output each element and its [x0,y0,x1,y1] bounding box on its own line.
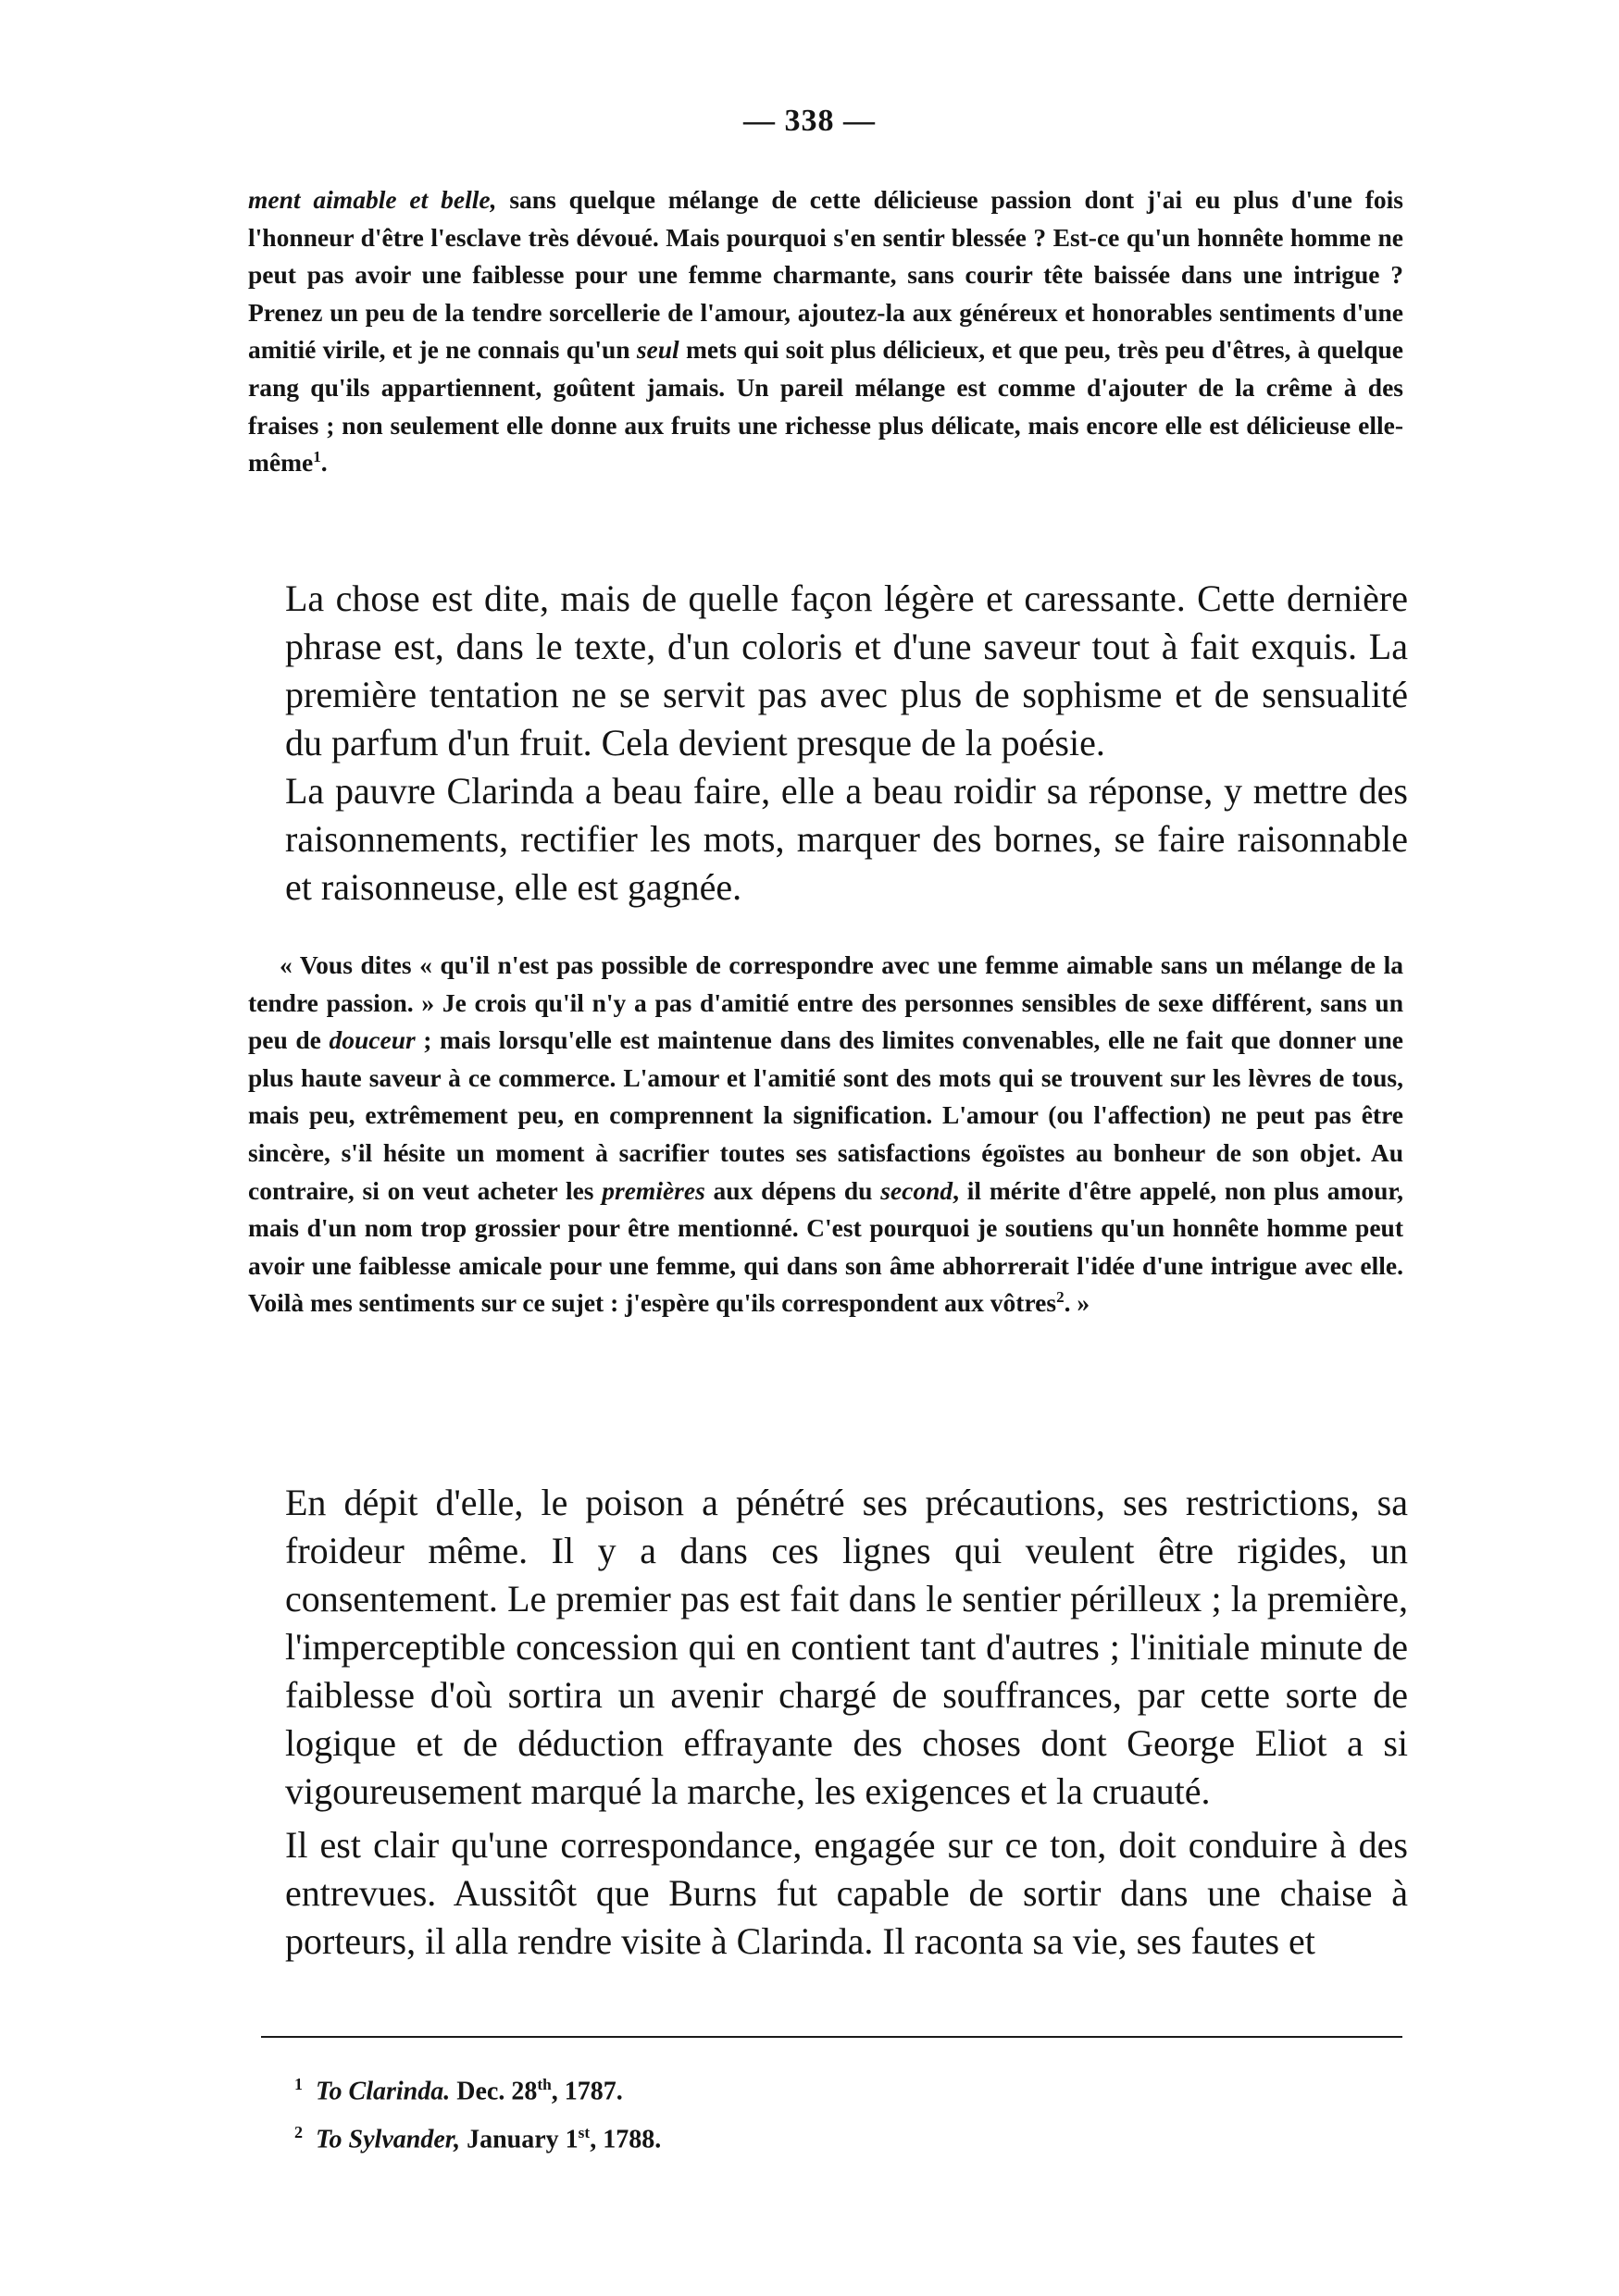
page-number: — 338 — [743,104,876,138]
italic-text: seul [636,335,679,365]
footnotes [294,2064,1127,2161]
footnote-text: January 1 [460,2125,579,2154]
footnote-2 [294,2112,1127,2160]
body-paragraph [285,1479,1408,1816]
italic-text: douceur [329,1025,416,1055]
body-text: La chose est dite, mais de quelle façon légère et caressante. Cette dernière phrase est, dans le texte, d'un coloris et d'une saveur tout à fait exquis. La première tentation ne se servit pas avec plus de sophisme et de sensualité du parfum d'un fruit. Cela devient presque de la poésie. [285,577,1408,763]
quotation-text: , il mérite d'être appelé, non plus amour, mais d'un nom trop grossier pour être mentionné. C'est pourquoi je soutiens qu'un honnête homme peut avoir une faiblesse amicale pour une femme, qui dans son âme abhorrerait l'idée d'une intrigue avec elle. Voilà mes sentiments sur ce sujet : j'espère qu'ils correspondent aux vôtres [248,1175,1403,1318]
body-paragraph [285,1821,1408,1966]
footnote-title: To Clarinda. [316,2077,451,2106]
quotation-text: . [320,448,328,478]
footnote-reference: 1 [313,448,321,465]
body-paragraph [285,767,1408,912]
body-text: La pauvre Clarinda a beau faire, elle a beau roidir sa réponse, y mettre des raisonnements, rectifier les mots, marquer des bornes, se faire raisonnable et raisonneuse, elle est gagnée. [285,770,1408,908]
quotation-text: sans quelque mélange de cette délicieuse passion dont j'ai eu plus d'une fois l'honneur d'être l'esclave très dévoué. Mais pourquoi s'en sentir blessée ? Est-ce qu'un honnête homme ne peut pas avoir une faiblesse pour une femme charmante, sans courir tête baissée dans une intrigue ? Prenez un peu de la tendre sorcellerie de l'amour, ajoutez-la aux généreux et honorables sentiments d'une amitié virile, et je ne connais qu'un [248,185,1404,365]
quotation-text: aux dépens du [704,1175,881,1205]
footnote-text: , 1788. [590,2125,662,2154]
footnote-text: , 1787. [551,2077,623,2106]
footnote-ordinal: st [578,2124,591,2142]
footnote-ordinal: th [537,2076,552,2093]
footnote-divider [261,2036,1402,2038]
footnote-text: Dec. 28 [450,2077,538,2106]
footnote-mark: 1 [294,2075,303,2093]
quotation-text: ; mais lorsqu'elle est maintenue dans des limites convenables, elle ne fait que donner une plus haute saveur à ce commerce. L'amour et l'amitié sont des mots qui se trouvent sur les lèvres de tous, mais peu, extrêmement peu, en comprennent la signification. L'amour (ou l'affection) ne peut pas être sincère, s'il hésite un moment à sacrifier toutes ses satisfactions égoïstes au bonheur de son objet. Au contraire, si on veut acheter les [248,1025,1403,1205]
quotation-letter-clarinda [248,947,1403,1322]
italic-text: ment aimable et belle, [248,185,497,214]
italic-text: premières [602,1175,705,1205]
body-text-section [285,575,1408,912]
footnote-title: To Sylvander, [316,2125,461,2154]
quotation-paragraph [248,947,1403,1322]
footnote-1 [294,2064,1127,2112]
footnote-reference: 2 [1056,1288,1065,1307]
body-text: Il est clair qu'une correspondance, engagée sur ce ton, doit conduire à des entrevues. Aussitôt que Burns fut capable de sortir dans une chaise à porteurs, il alla rendre visite à Clarinda. Il raconta sa vie, ses fautes et [285,1824,1408,1962]
body-text-section [285,1821,1408,1966]
quotation-paragraph [248,181,1403,482]
body-text: En dépit d'elle, le poison a pénétré ses précautions, ses restrictions, sa froideur même. Il y a dans ces lignes qui veulent être rigides, un consentement. Le premier pas est fait dans le sentier périlleux ; la première, l'imperceptible concession qui en contient tant d'autres ; l'initiale minute de faiblesse d'où sortira un avenir chargé de souffrances, par cette sorte de logique et de déduction effrayante des choses dont George Eliot a si vigoureusement marqué la marche, les exigences et la cruauté. [285,1482,1408,1812]
body-text-section [285,1479,1408,1816]
italic-text: second [880,1175,953,1205]
quotation-text: « Vous dites « qu'il n'est pas possible de correspondre avec une femme aimable sans un mélange de la tendre passion. » Je crois qu'il n'y a pas d'amitié entre des personnes sensibles de sexe différent, sans un peu de [248,950,1403,1055]
quotation-text: mets qui soit plus délicieux, et que peu, très peu d'êtres, à quelque rang qu'ils appartiennent, goûtent jamais. Un pareil mélange est comme d'ajouter de la crême à des fraises ; non seulement elle donne aux fruits une richesse plus délicate, mais encore elle est délicieuse elle-même [248,335,1403,478]
quotation-text: . » [1064,1288,1090,1318]
quotation-letter-burns [248,181,1403,482]
footnote-mark: 2 [294,2123,303,2142]
body-paragraph [285,575,1408,767]
